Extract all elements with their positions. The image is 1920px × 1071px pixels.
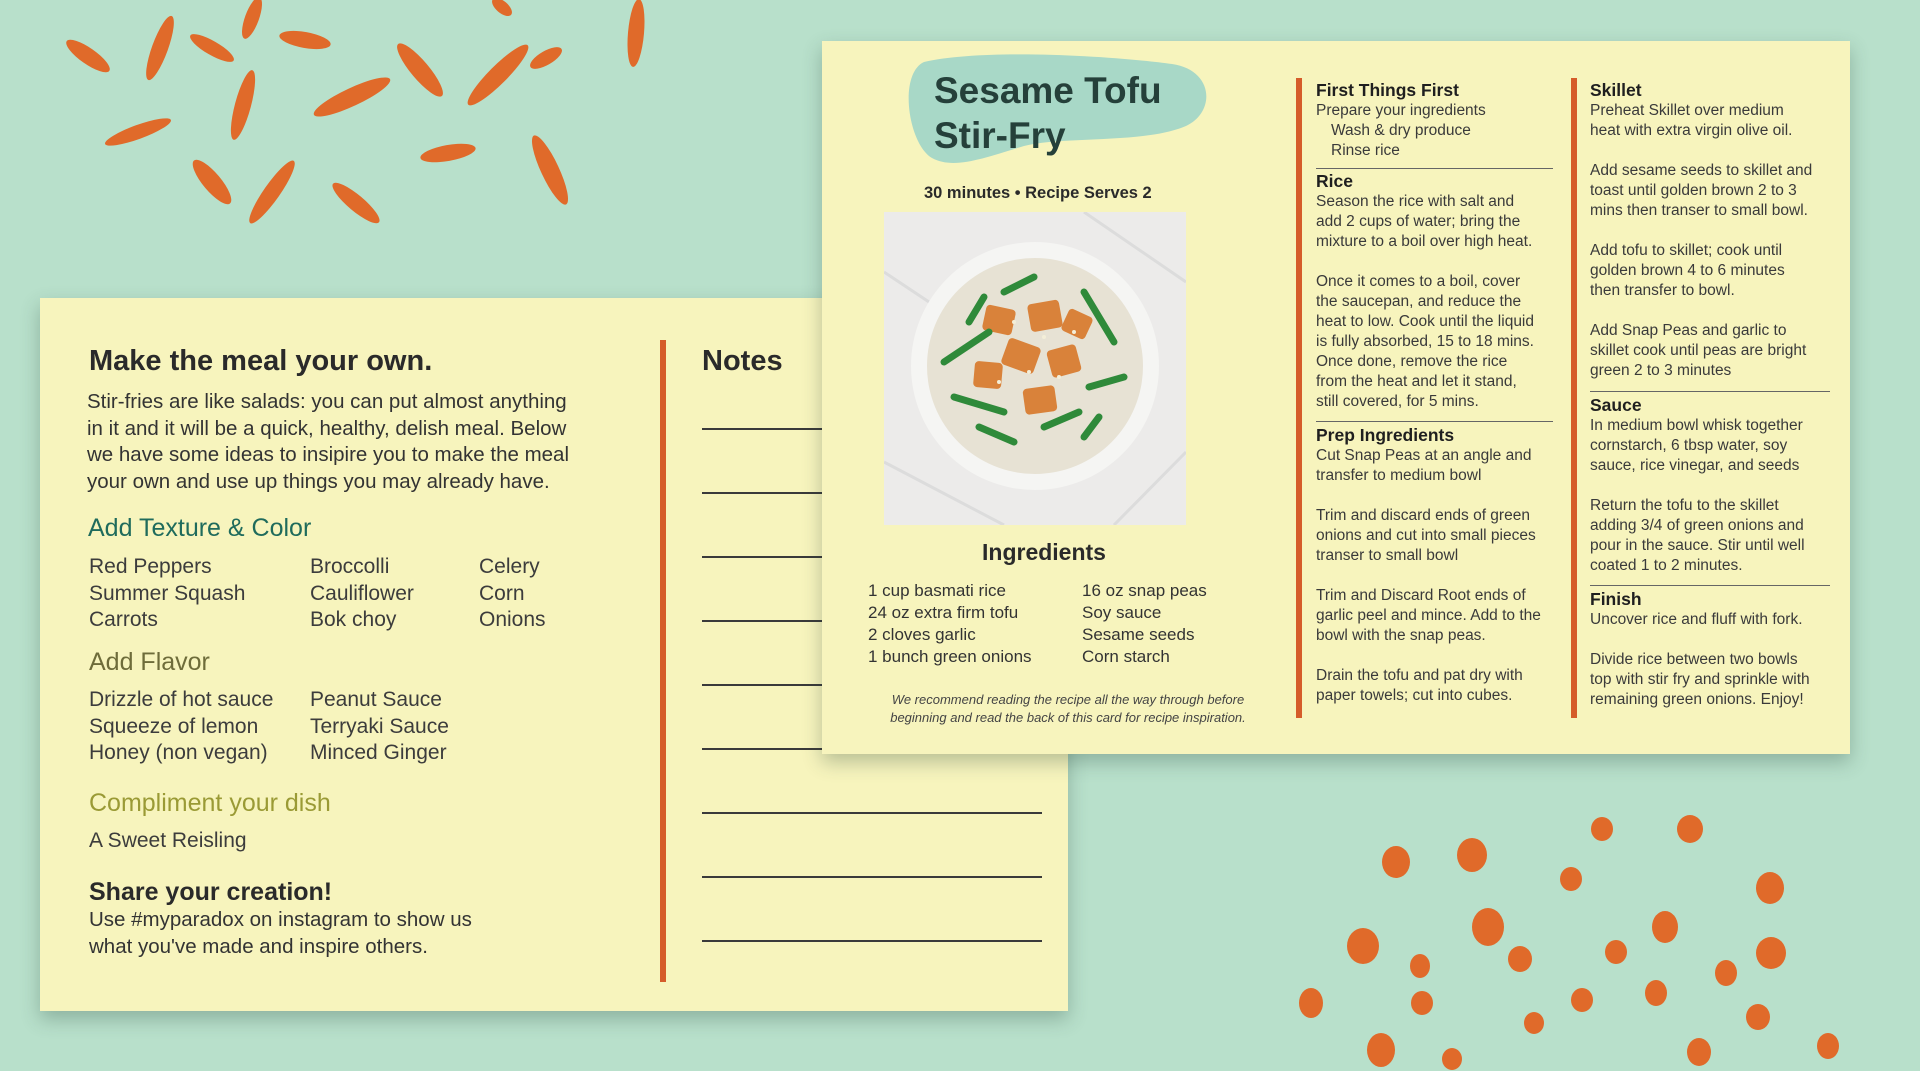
section-divider (1316, 168, 1553, 169)
prep-section: Prep Ingredients Cut Snap Peas at an angle and transfer to medium bowl Trim and discard ends of green onions and cut into small pieces transer to small bowl Trim and Discard Root ends of garlic peel and mince. Add to the bowl with the snap peas. Drain the tofu and pat dry with paper towels; cut into cubes. (1316, 425, 1541, 704)
sauce-section: Sauce In medium bowl whisk together cornstarch, 6 tbsp water, soy sauce, rice vinegar, and seeds Return the tofu to the skillet adding 3/4 of green onions and pour in the sauce. Stir until well coated 1 to 2 minutes. (1590, 395, 1805, 574)
dish-photo (884, 212, 1186, 525)
texture-list-1: Red Peppers Summer Squash Carrots (89, 555, 246, 631)
steps-column-1: First Things First Prepare your ingredients Wash & dry produce Rinse rice (1316, 79, 1556, 161)
flavor-list-2: Peanut Sauce Terryaki Sauce Minced Ginger (310, 688, 449, 764)
divider-bar (1296, 78, 1302, 718)
notes-title: Notes (702, 345, 783, 377)
ingredients-title: Ingredients (982, 539, 1106, 565)
recipe-title: Sesame Tofu Stir-Fry (934, 70, 1162, 156)
recipe-meta: 30 minutes • Recipe Serves 2 (924, 184, 1152, 202)
share-text: Use #myparadox on instagram to show us what you've made and inspire others. (89, 908, 472, 958)
texture-title: Add Texture & Color (88, 514, 312, 542)
note-line (702, 940, 1042, 942)
skillet-section: Skillet Preheat Skillet over medium heat with extra virgin olive oil. Add sesame seeds to skillet and toast until golden brown 2 to 3 mins then transer to small bowl. Add tofu to skillet; cook until golden brown 4 to 6 minutes then transfer to bowl. Add Snap Peas and garlic to skillet cook until peas are bright green 2 to 3 minutes (1590, 80, 1813, 379)
intro-text: Stir-fries are like salads: you can put almost anything in it and it will be a quick, healthy, delish meal. Below we have some ideas to insipire you to make the meal your own and use up things you may already have. (87, 390, 570, 493)
flavor-list-1: Drizzle of hot sauce Squeeze of lemon Honey (non vegan) (89, 688, 274, 764)
back-heading: Make the meal your own. (89, 345, 433, 377)
note-line (702, 876, 1042, 878)
ingredients-list-1: 1 cup basmati rice 24 oz extra firm tofu 2 cloves garlic 1 bunch green onions (868, 581, 1032, 666)
compliment-text: A Sweet Reisling (89, 829, 247, 852)
share-title: Share your creation! (89, 878, 333, 906)
stir-fry-bowl-icon (884, 212, 1186, 525)
divider-bar (660, 340, 666, 982)
note-line (702, 812, 1042, 814)
divider-bar (1571, 78, 1577, 718)
texture-list-2: Broccolli Cauliflower Bok choy (310, 555, 414, 631)
compliment-title: Compliment your dish (89, 789, 331, 817)
flavor-title: Add Flavor (89, 648, 210, 676)
section-divider (1590, 585, 1830, 586)
recommend-note: We recommend reading the recipe all the way through before beginning and read the back of this card for recipe inspiration. (890, 692, 1246, 725)
rice-section: Rice Season the rice with salt and add 2 cups of water; bring the mixture to a boil over high heat. Once it comes to a boil, cover the saucepan, and reduce the heat to low. Cook until the liquid is fully absorbed, 15 to 18 mins. Once done, remove the rice from the heat and let it stand, still covered, for 5 mins. (1316, 171, 1534, 410)
section-divider (1590, 391, 1830, 392)
texture-list-3: Celery Corn Onions (479, 555, 546, 631)
first-things-title: First Things First (1316, 80, 1459, 100)
recipe-card-front (822, 41, 1850, 754)
ingredients-list-2: 16 oz snap peas Soy sauce Sesame seeds Corn starch (1082, 581, 1207, 666)
section-divider (1316, 421, 1553, 422)
finish-section: Finish Uncover rice and fluff with fork. Divide rice between two bowls top with stir fry and sprinkle with remaining green onions. Enjoy! (1590, 589, 1810, 708)
